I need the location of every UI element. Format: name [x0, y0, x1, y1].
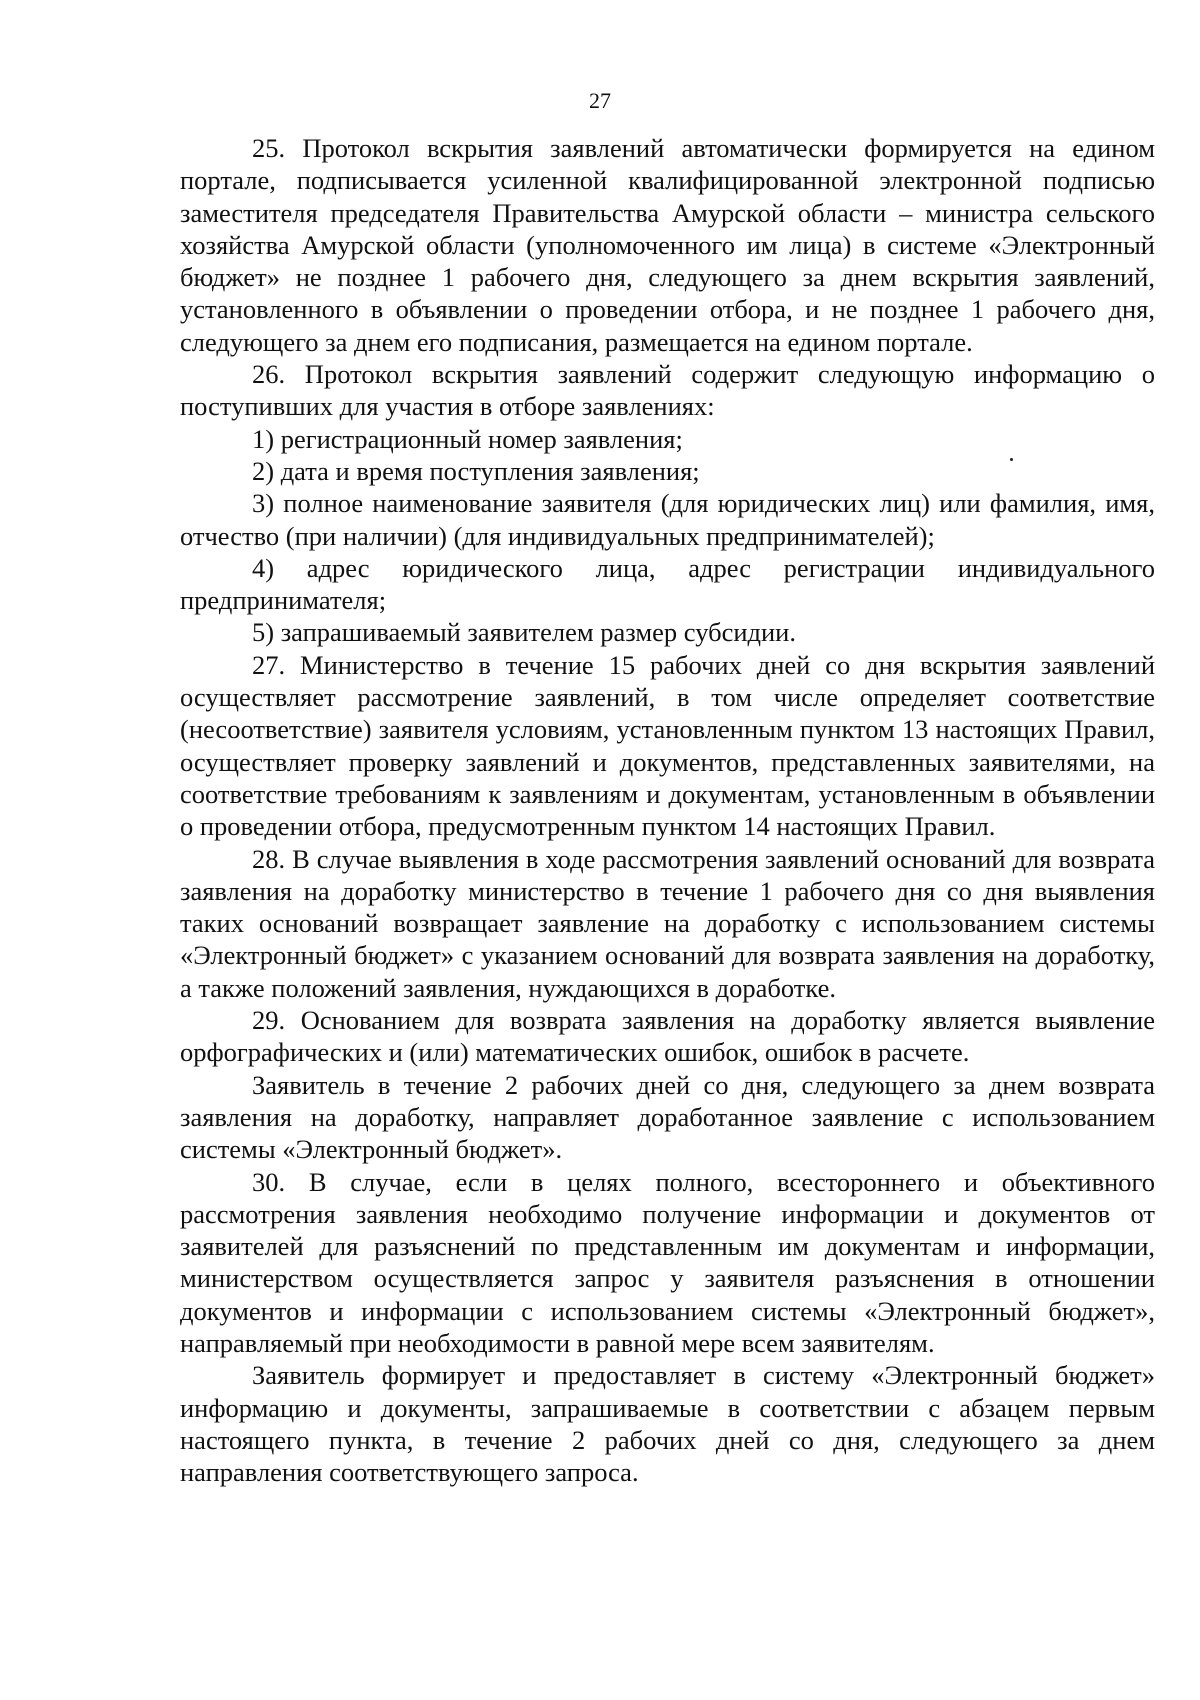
- document-body: [180, 132, 1155, 1488]
- paragraph-29: 29. Основанием для возврата заявления на доработку является выявление орфографических и (или) математических ошибок, ошибок в расчете.: [180, 1005, 1155, 1068]
- list-item-5: 5) запрашиваемый заявителем размер субсидии.: [252, 617, 796, 648]
- page-number: 27: [589, 88, 611, 113]
- paragraph-30-continued: Заявитель формирует и предоставляет в систему «Электронный бюджет» информацию и документы, запрашиваемые в соответствии с абзацем первым настоящего пункта, в течение 2 рабочих дней со дня, следующего за днем направления соответствующего запроса.: [180, 1360, 1155, 1488]
- list-item-1: 1) регистрационный номер заявления;: [252, 423, 683, 454]
- list-item-3: 3) полное наименование заявителя (для юридических лиц) или фамилия, имя, отчество (при наличии) (для индивидуальных предпринимателей);: [180, 488, 1155, 551]
- paragraph-29-continued: Заявитель в течение 2 рабочих дней со дня, следующего за днем возврата заявления на доработку, направляет доработанное заявление с использованием системы «Электронный бюджет».: [180, 1069, 1155, 1165]
- paragraph-30: 30. В случае, если в целях полного, всестороннего и объективного рассмотрения заявления необходимо получение информации и документов от заявителей для разъяснений по представленным им документам и информации, министерством осуществляется запрос у заявителя разъяснения в отношении документов и информации с использованием системы «Электронный бюджет», направляемый при необходимости в равной мере всем заявителям.: [180, 1166, 1155, 1358]
- paragraph-28: 28. В случае выявления в ходе рассмотрения заявлений оснований для возврата заявления на доработку министерство в течение 1 рабочего дня со дня выявления таких оснований возвращает заявление на доработку с использованием системы «Электронный бюджет» с указанием оснований для возврата заявления на доработку, а также положений заявления, нуждающихся в доработке.: [180, 843, 1155, 1003]
- paragraph-27: 27. Министерство в течение 15 рабочих дней со дня вскрытия заявлений осуществляет рассмотрение заявлений, в том числе определяет соответствие (несоответствие) заявителя условиям, установленным пунктом 13 настоящих Правил, осуществляет проверку заявлений и документов, представленных заявителями, на соответствие требованиям к заявлениям и документам, установленным в объявлении о проведении отбора, предусмотренным пунктом 14 настоящих Правил.: [180, 649, 1155, 842]
- paragraph-25: 25. Протокол вскрытия заявлений автоматически формируется на едином портале, подписывается усиленной квалифицированной электронной подписью заместителя председателя Правительства Амурской области – министра сельского хозяйства Амурской области (уполномоченного им лица) в системе «Электронный бюджет» не позднее 1 рабочего дня, следующего за днем вскрытия заявлений, установленного в объявлении о проведении отбора, и не позднее 1 рабочего дня, следующего за днем его подписания, размещается на едином портале.: [180, 133, 1155, 357]
- list-item-4: 4) адрес юридического лица, адрес регистрации индивидуального предпринимателя;: [180, 552, 1155, 616]
- list-item-2: 2) дата и время поступления заявления;: [252, 455, 700, 486]
- paragraph-26: 26. Протокол вскрытия заявлений содержит следующую информацию о поступивших для участия в отборе заявлениях:: [180, 359, 1155, 422]
